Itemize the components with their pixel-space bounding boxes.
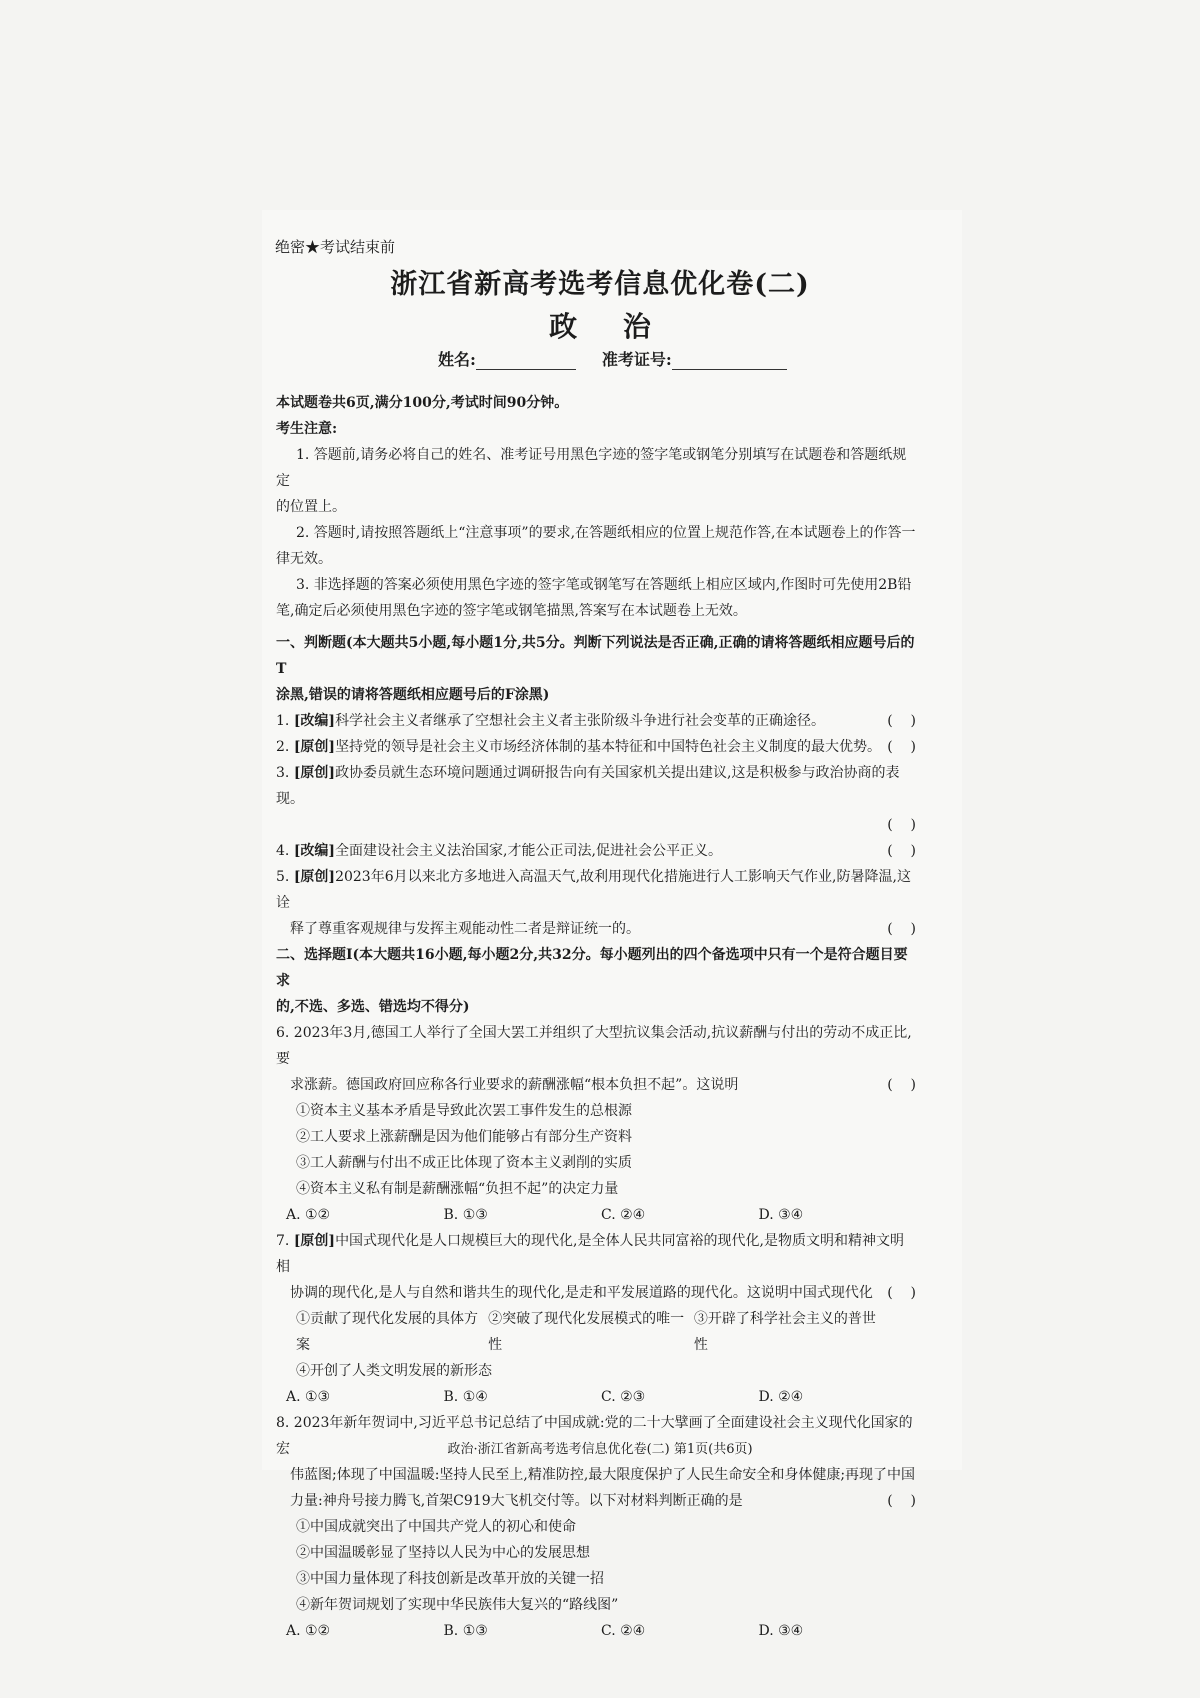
option-item: ④新年贺词规划了实现中华民族伟大复兴的“路线图” xyxy=(296,1597,619,1613)
question-1: 1. [改编]科学社会主义者继承了空想社会主义者主张阶级斗争进行社会变革的正确途径。 ( ) xyxy=(276,708,916,734)
answer-paren: ( ) xyxy=(887,921,916,937)
page-footer: 政治·浙江省新高考选考信息优化卷(二) 第1页(共6页) xyxy=(447,1442,753,1457)
option-item: ③中国力量体现了科技创新是改革开放的关键一招 xyxy=(296,1571,604,1587)
answer-paren: ( ) xyxy=(887,1285,916,1301)
answer-paren: ( ) xyxy=(887,1077,916,1093)
choices-row xyxy=(276,1618,916,1644)
choices-row xyxy=(276,1384,916,1410)
option-item: ③工人薪酬与付出不成正比体现了资本主义剥削的实质 xyxy=(296,1155,632,1171)
choice-c: C. ②③ xyxy=(601,1389,646,1405)
choice-c: C. ②④ xyxy=(601,1623,646,1639)
exam-title: 浙江省新高考选考信息优化卷(二) xyxy=(390,269,810,300)
notice-2: 2. 答题时,请按照答题纸上“注意事项”的要求,在答题纸相应的位置上规范作答,在本试题卷上的作答一 xyxy=(296,525,916,541)
option-item: ①贡献了现代化发展的具体方案 xyxy=(296,1311,478,1353)
choice-b: B. ①③ xyxy=(443,1623,488,1639)
question-8-cont: 伟蓝图;体现了中国温暖:坚持人民至上,精准防控,最大限度保护了人民生命安全和身体健康;再现了中国 xyxy=(290,1467,916,1483)
notice-2-cont: 律无效。 xyxy=(276,551,332,567)
notice-3-cont: 笔,确定后必须使用黑色字迹的签字笔或钢笔描黑,答案写在本试题卷上无效。 xyxy=(276,603,747,619)
option-item: ②工人要求上涨薪酬是因为他们能够占有部分生产资料 xyxy=(296,1129,632,1145)
section2-heading: 二、选择题Ⅰ(本大题共16小题,每小题2分,共32分。每小题列出的四个备选项中只有一个是符合题目要求 xyxy=(276,947,908,989)
option-item: ③开辟了科学社会主义的普世性 xyxy=(693,1311,876,1353)
question-7: 7. [原创]中国式现代化是人口规模巨大的现代化,是全体人民共同富裕的现代化,是物质文明和精神文明相 xyxy=(276,1233,904,1275)
choice-d: D. ②④ xyxy=(758,1389,804,1405)
question-4: 4. [改编]全面建设社会主义法治国家,才能公正司法,促进社会公平正义。 ( ) xyxy=(276,838,916,864)
name-field xyxy=(476,351,576,370)
options-row xyxy=(276,1306,916,1358)
confidential-mark: 绝密★考试结束前 xyxy=(275,238,396,256)
candidate-fields xyxy=(438,347,787,370)
answer-paren: ( ) xyxy=(887,843,916,859)
answer-paren: ( ) xyxy=(887,739,916,755)
name-label: 姓名: xyxy=(438,350,476,369)
option-item: ①资本主义基本矛盾是导致此次罢工事件发生的总根源 xyxy=(296,1103,632,1119)
option-item: ④开创了人类文明发展的新形态 xyxy=(296,1363,492,1379)
question-6: 6. 2023年3月,德国工人举行了全国大罢工并组织了大型抗议集会活动,抗议薪酬与付出的劳动不成正比,要 xyxy=(276,1025,912,1067)
option-item: ②中国温暖彰显了坚持以人民为中心的发展思想 xyxy=(296,1545,590,1561)
choice-d: D. ③④ xyxy=(758,1207,804,1223)
id-label: 准考证号: xyxy=(601,350,672,369)
choice-a: A. ①③ xyxy=(286,1389,331,1405)
option-item: ④资本主义私有制是薪酬涨幅“负担不起”的决定力量 xyxy=(296,1181,619,1197)
id-field xyxy=(672,351,787,370)
question-8-cont: 力量:神舟号接力腾飞,首架C919大飞机交付等。以下对材料判断正确的是 xyxy=(290,1493,743,1509)
answer-paren: ( ) xyxy=(887,713,916,729)
choice-a: A. ①② xyxy=(286,1623,331,1639)
question-8: 8. 2023年新年贺词中,习近平总书记总结了中国成就:党的二十大擘画了全面建设社会主义现代化国家的宏 xyxy=(276,1415,913,1457)
choice-d: D. ③④ xyxy=(758,1623,804,1639)
section1-heading: 一、判断题(本大题共5小题,每小题1分,共5分。判断下列说法是否正确,正确的请将答题纸相应题号后的T xyxy=(276,635,915,677)
answer-paren: ( ) xyxy=(887,1493,916,1509)
question-7-cont: 协调的现代化,是人与自然和谐共生的现代化,是走和平发展道路的现代化。这说明中国式现代化 xyxy=(290,1285,873,1301)
section1-heading-cont: 涂黑,错误的请将答题纸相应题号后的F涂黑) xyxy=(276,687,550,703)
option-item: ①中国成就突出了中国共产党人的初心和使命 xyxy=(296,1519,576,1535)
option-item: ②突破了现代化发展模式的唯一性 xyxy=(488,1311,685,1353)
answer-paren: ( ) xyxy=(887,817,916,833)
question-2: 2. [原创]坚持党的领导是社会主义市场经济体制的基本特征和中国特色社会主义制度的最大优势。 ( ) xyxy=(276,734,916,760)
question-5-cont: 释了尊重客观规律与发挥主观能动性二者是辩证统一的。 xyxy=(290,921,640,937)
choice-b: B. ①④ xyxy=(443,1389,488,1405)
choice-b: B. ①③ xyxy=(443,1207,488,1223)
notice-title: 考生注意: xyxy=(276,421,338,437)
intro-line: 本试题卷共6页,满分100分,考试时间90分钟。 xyxy=(276,395,569,411)
section2-heading-cont: 的,不选、多选、错选均不得分) xyxy=(276,999,470,1015)
notice-3: 3. 非选择题的答案必须使用黑色字迹的签字笔或钢笔写在答题纸上相应区域内,作图时可先使用2B铅 xyxy=(296,577,912,593)
question-6-cont: 求涨薪。德国政府回应称各行业要求的薪酬涨幅“根本负担不起”。这说明 xyxy=(290,1077,739,1093)
choice-a: A. ①② xyxy=(286,1207,331,1223)
notice-1: 1. 答题前,请务必将自己的姓名、准考证号用黑色字迹的签字笔或钢笔分别填写在试题卷和答题纸规定 xyxy=(276,447,907,489)
question-5: 5. [原创]2023年6月以来北方多地进入高温天气,故利用现代化措施进行人工影响天气作业,防暑降温,这诠 xyxy=(276,869,911,911)
subject-title: 政 治 xyxy=(549,310,669,343)
notice-1-cont: 的位置上。 xyxy=(276,499,346,515)
question-3: 3. [原创]政协委员就生态环境问题通过调研报告向有关国家机关提出建议,这是积极参与政治协商的表现。 xyxy=(276,765,900,807)
choice-c: C. ②④ xyxy=(601,1207,646,1223)
choices-row xyxy=(276,1202,916,1228)
